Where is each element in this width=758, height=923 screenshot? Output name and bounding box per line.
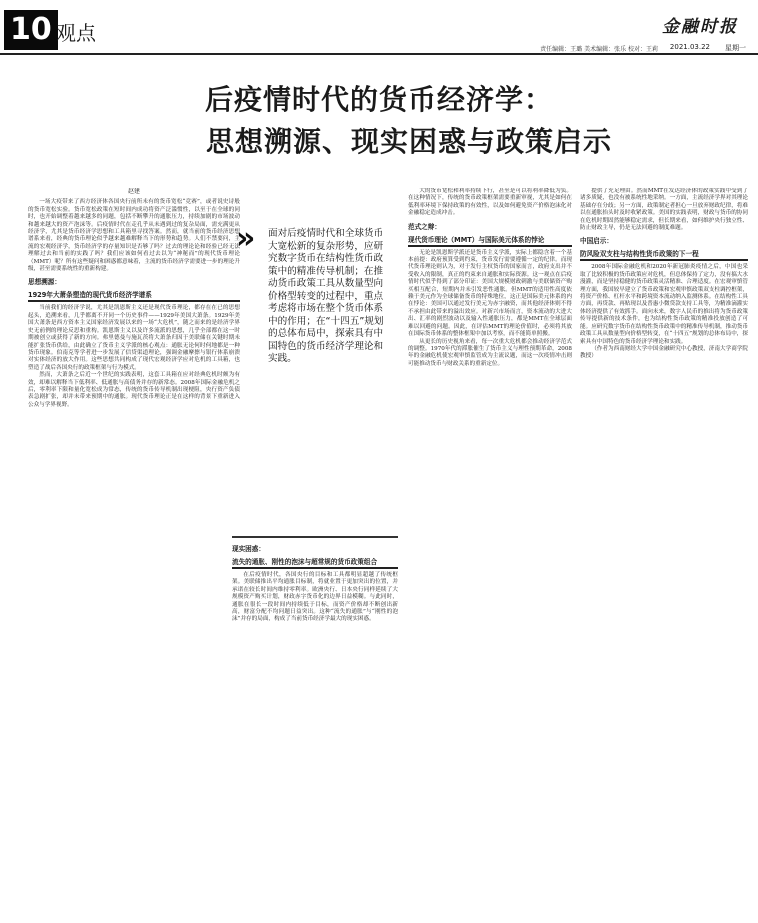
- article-title: [0, 82, 758, 160]
- quote-chevron-icon: »: [236, 221, 256, 256]
- intro-paragraph: 一场大疫带来了西方经济体各国央行前所未有的货币宽松“竞赛”，或者说史诗般的货币宽松实验。货币宽松政策在短时间内成功将资产泛滥惯性，以至于在全球的同时，也开始调整着越来越多的同题，包括不断攀升的通胀压力，持续加剧的市场波动和越来越大的资产泡沫等。后疫情时代在走孔乎从未遇到过的复杂局面，需充满更从经济学，尤其是货币经济学思想和工具箱里寻找答案。然而，就当前的货币经济思想谱系来看，经典的货币理论似乎越来越难解释当下的形势和趋势。人们不禁要问，主流的宏观经济学，货币经济学的存量知识是否够了吗？过去的理论论和经验已经无法理解过去和当前的实践了吗？我们应该如何看过去以为“神秘而”的现代货币理论（MMT）呢？所有这些疑问和困惑都意味着，主流的货币经济学需要进一步的理论升级，甚至需要系统性的重新构建。: [28, 199, 240, 273]
- column-2: [232, 540, 398, 920]
- author-byline: 赵建: [127, 188, 140, 195]
- pull-quote: [232, 222, 398, 528]
- section-name: 观点: [56, 21, 96, 45]
- author-affiliation-note: （作者为西南财经大学中国金融研究中心教授，济南大学商学院教授）: [580, 345, 748, 360]
- section-2-paragraph: 在后疫情时代，各国央行的目标和工具都明显超越了传统框架。美联储推出平均通胀目标制，将就业置于更加突出的位置，并承诺在较长时间内维持零利率。欧洲央行、日本央行同样延续了大规模资产购买计划，财政赤字货币化的边界日益模糊。与此同时，通胀在很长一段时间内持续低于目标，而资产价格却不断创出新高，财富分配不均问题日益突出。这种“流失的通胀”与“刚性的泡沫”并存的局面，构成了当前货币经济学最大的现实困惑。: [232, 572, 398, 623]
- section-3-subtitle: 现代货币理论（MMT）与国际美元体系的悖论: [408, 236, 572, 247]
- column-3-lead-paragraph: 大的货币宽松和利率持续下行，甚至是可以将利率降低为负。在这种情况下，传统的货币政策框架需要重新审视，尤其是如何在低利率环境下保持政策的有效性，以及如何避免资产价格泡沫化对金融稳定造成冲击。: [408, 188, 572, 217]
- section-1-subtitle: 1929年大萧条塑造的现代货币经济学谱系: [28, 291, 240, 302]
- editors-credit: 责任编辑：王璐 美术编辑：张乐 校对：王莉: [540, 46, 658, 53]
- header-info-line: [0, 40, 758, 55]
- section-1-paragraph: 当前我们的经济学说，尤其是凯恩斯主义还是现代货币理论，都存在在已的思想起头，追溯来看，几乎都离不开同一个历史事件——1929年美国大萧条。1929年美国大萧条是西方资本主义国家经济发展以来的一场“大危机”，随之而来的是经济学界史无前例的理论反思和重构。凯恩斯主义以及许多流派的思想，几乎全部都在这一时期被创立或获得了新的方向。弗里德曼与施瓦茨将大萧条归因于美联储在关键时期未能扩张货币供给，由此确立了货币主义学派的核心观点：通胀无论何时何地都是一种货币现象。伯南克等学者进一步发展了信贷渠道理论，强调金融摩擦与银行体系崩溃对实体经济的放大作用。这些思想共同构成了现代宏观经济学应对危机的工具箱，也塑造了战后各国央行的政策框架与行为模式。: [28, 305, 240, 371]
- pull-quote-divider: [232, 536, 398, 538]
- section-1-title: 思想溯源：: [28, 278, 61, 287]
- section-4-subtitle: 防风险双支柱与结构性货币政策的下一程: [580, 250, 748, 261]
- section-2-subtitle: 流失的通胀、刚性的泡沫与超常规的货币政策组合: [232, 558, 398, 569]
- title-line-2: 思想溯源、现实困惑与政策启示: [205, 125, 612, 158]
- newspaper-logo: 金融时报: [662, 17, 738, 37]
- pull-quote-text: 面对后疫情时代和全球货币大宽松新的复杂形势，应研究数字货币在结构性货币政策中的精准传导机制；在推动货币政策工具从数量型向价格型转变的过程中，重点考虑将市场在整个货币体系中的作用；在“十四五”规划的总体布局中，探索具有中国特色的货币经济学理论和实践。: [268, 228, 384, 364]
- section-1-paragraph-2: 然而，大萧条之后近一个世纪的实践表明，这套工具箱在应对经典危机时颇为有效，却难以解释当下低利率、低通胀与高债务并存的新常态。2008年国际金融危机之后，零利率下限和量化宽松成为常态，传统的货币传导机制出现梗阻，央行资产负债表急剧扩张，却并未带来预期中的通胀。现代货币理论正是在这样的背景下重新进入公众与学界视野。: [28, 372, 240, 408]
- issue-weekday: 星期一: [725, 44, 746, 52]
- section-4-title: 中国启示：: [580, 237, 613, 246]
- page-header: [0, 0, 758, 58]
- section-3-paragraph: 无论是凯恩斯学派还是货币主义学派，实际上都隐含着一个基本前提：政府预算受到约束，货币发行需要遵循一定的纪律。而现代货币理论则认为，对于发行主权货币的国家而言，政府支出并不受收入的限制，真正的约束来自通胀和实际资源。这一观点在后疫情时代似乎得到了部分印证：美国大规模财政刺激与美联储资产购买相互配合，短期内并未引发恶性通胀。但MMT的适用性高度依赖于美元作为全球储备货币的特殊地位，这正是国际美元体系的内在悖论：美国可以通过发行美元为赤字融资，而其他经济体则不得不承担由此带来的溢出效应。对新兴市场而言，资本流动的大进大出、汇率的剧烈波动以及输入性通胀压力，都是MMT在全球层面难以回避的问题。因此，在评估MMT的理论价值时，必须将其放在国际货币体系的整体框架中加以考察，而不能简单照搬。: [408, 249, 572, 338]
- column-3: [408, 188, 572, 923]
- column-4: [580, 188, 748, 923]
- column-1: [28, 188, 240, 923]
- issue-date: 2021.03.22: [669, 43, 710, 51]
- section-2-title: 现实困惑：: [232, 545, 265, 553]
- section-3-paragraph-2: 从更长的历史视角来看，每一次重大危机都会推动经济学范式的调整。1970年代的滞胀催生了货币主义与理性预期革命，2008年的金融危机使宏观审慎监管成为主流议题，而这一次疫情冲击则可能推动货币与财政关系的重新定位。: [408, 338, 572, 367]
- title-line-1: 后疫情时代的货币经济学：: [204, 83, 553, 116]
- section-3-title: 范式之辩：: [408, 222, 441, 231]
- column-4-lead-paragraph: 提供了充足理由。然而MMT在发达经济体的政策实践中受到了诸多质疑，也没有被系统性地采纳。一方面，主流经济学界对其理论基础存在分歧；另一方面，政策制定者担心一旦放弃财政纪律，将难以在通胀抬头时及时收紧政策。美国的实践表明，财政与货币的协同在危机时期固然能够稳定需求，但长期来看，如何维护央行独立性、防止财政主导，仍是无法回避的制度难题。: [580, 188, 748, 232]
- page-number: 10: [4, 10, 58, 50]
- section-4-paragraph: 2008年国际金融危机和2020年新冠肺炎疫情之后，中国也采取了比较积极的货币政策应对危机，但总体保持了定力，没有搞大水漫灌，而是坚持稳健的货币政策灵活精准、合理适度。在宏观审慎管理方面，我国较早建立了货币政策和宏观审慎政策双支柱调控框架，将资产价格、杠杆水平和跨境资本流动纳入监测体系。在结构性工具方面，再贷款、再贴现以及普惠小微贷款支持工具等，为精准滴灌实体经济提供了有效抓手。面向未来，数字人民币的推出将为货币政策传导提供新的技术条件，也为结构性货币政策的精准投放创造了可能。应研究数字货币在结构性货币政策中的精准传导机制，推动货币政策工具从数量型向价格型转变，在“十四五”规划的总体布局中，探索具有中国特色的货币经济学理论和实践。: [580, 264, 748, 345]
